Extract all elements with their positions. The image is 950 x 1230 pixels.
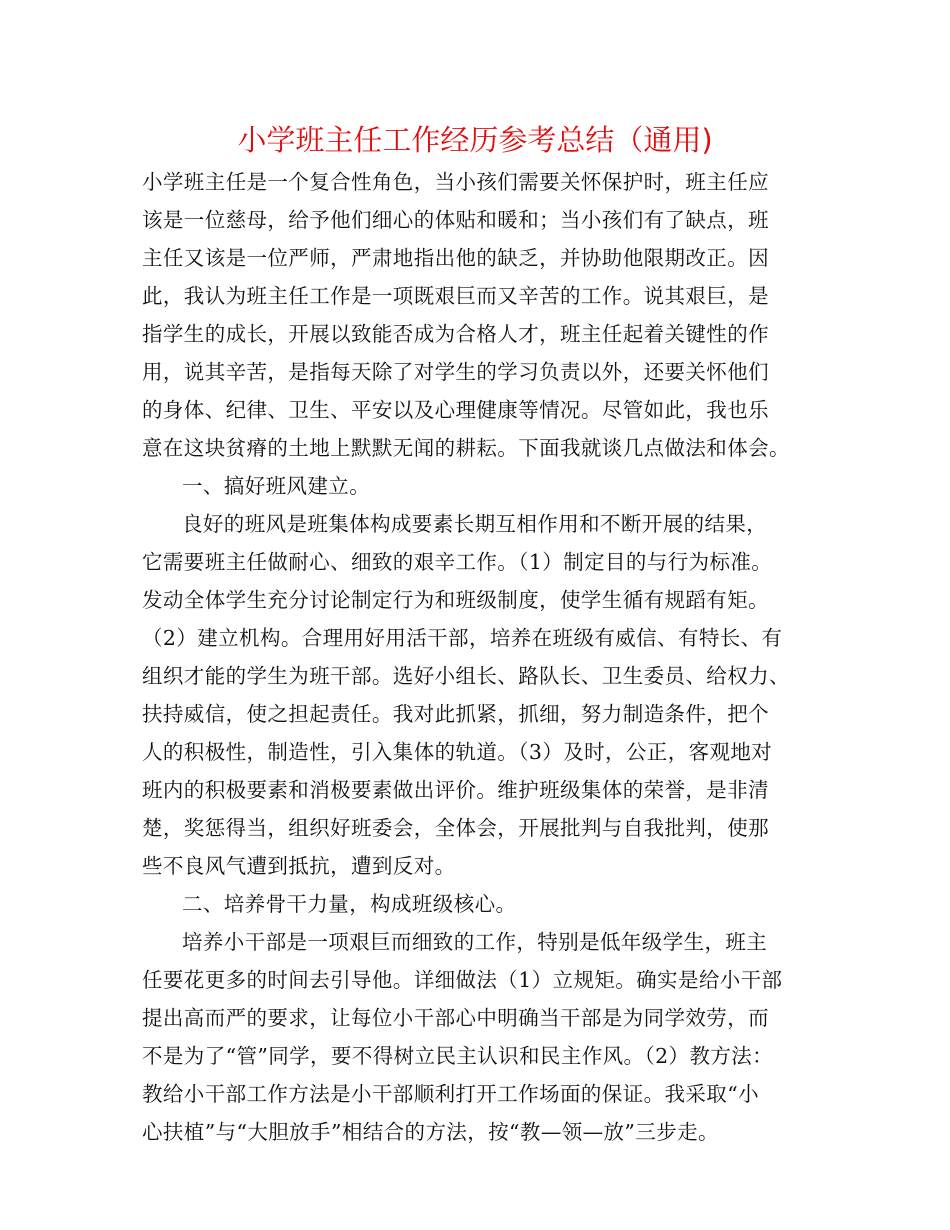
paragraph-line: 培养小干部是一项艰巨而细致的工作，特别是低年级学生，班主 bbox=[182, 930, 768, 954]
paragraph-line: 楚，奖惩得当，组织好班委会，全体会，开展批判与自我批判，使那 bbox=[142, 816, 769, 840]
paragraph-line: 扶持威信，使之担起责任。我对此抓紧，抓细，努力制造条件，把个 bbox=[142, 702, 769, 726]
paragraph-line: 主任又该是一位严师，严肃地指出他的缺乏，并协助他限期改正。因 bbox=[142, 246, 769, 270]
paragraph-line: 用，说其辛苦，是指每天除了对学生的学习负责以外，还要关怀他们 bbox=[142, 360, 769, 384]
paragraph-line: 发动全体学生充分讨论制定行为和班级制度，使学生循有规蹈有矩。 bbox=[142, 588, 769, 612]
paragraph-line: 教给小干部工作方法是小干部顺利打开工作场面的保证。我采取“小 bbox=[142, 1082, 759, 1106]
paragraph-line: 的身体、纪律、卫生、平安以及心理健康等情况。尽管如此，我也乐 bbox=[142, 398, 769, 422]
paragraph-line: 心扶植”与“大胆放手”相结合的方法，按“教—领—放”三步走。 bbox=[142, 1120, 719, 1144]
paragraph-line: 不是为了“管”同学，要不得树立民主认识和民主作风。（2）教方法： bbox=[142, 1044, 774, 1068]
paragraph-line: 小学班主任是一个复合性角色，当小孩们需要关怀保护时，班主任应 bbox=[142, 170, 769, 194]
section-heading-2: 二、培养骨干力量，构成班级核心。 bbox=[182, 892, 517, 916]
paragraph-line: 它需要班主任做耐心、细致的艰辛工作。（1）制定目的与行为标准。 bbox=[142, 550, 773, 574]
paragraph-line: 人的积极性，制造性，引入集体的轨道。（3）及时，公正，客观地对 bbox=[142, 740, 773, 764]
paragraph-line: 良好的班风是班集体构成要素长期互相作用和不断开展的结果， bbox=[182, 512, 768, 536]
paragraph-line: 该是一位慈母，给予他们细心的体贴和暖和；当小孩们有了缺点，班 bbox=[142, 208, 769, 232]
paragraph-line: 此，我认为班主任工作是一项既艰巨而又辛苦的工作。说其艰巨，是 bbox=[142, 284, 769, 308]
document-title: 小学班主任工作经历参考总结（通用) bbox=[237, 123, 713, 157]
paragraph-line: 班内的积极要素和消极要素做出评价。维护班级集体的荣誉，是非清 bbox=[142, 778, 769, 802]
paragraph-line: （2）建立机构。合理用好用活干部，培养在班级有威信、有特长、有 bbox=[142, 626, 783, 650]
section-heading-1: 一、搞好班风建立。 bbox=[182, 474, 371, 498]
paragraph-line: 提出高而严的要求，让每位小干部心中明确当干部是为同学效劳，而 bbox=[142, 1006, 769, 1030]
paragraph-line: 意在这块贫瘠的土地上默默无闻的耕耘。下面我就谈几点做法和体会。 bbox=[142, 436, 790, 460]
paragraph-line: 任要花更多的时间去引导他。详细做法（1）立规矩。确实是给小干部 bbox=[142, 968, 783, 992]
paragraph-line: 指学生的成长，开展以致能否成为合格人才，班主任起着关键性的作 bbox=[142, 322, 769, 346]
paragraph-line: 些不良风气遭到抵抗，遭到反对。 bbox=[142, 854, 456, 878]
paragraph-line: 组织才能的学生为班干部。选好小组长、路队长、卫生委员、给权力、 bbox=[142, 664, 790, 688]
